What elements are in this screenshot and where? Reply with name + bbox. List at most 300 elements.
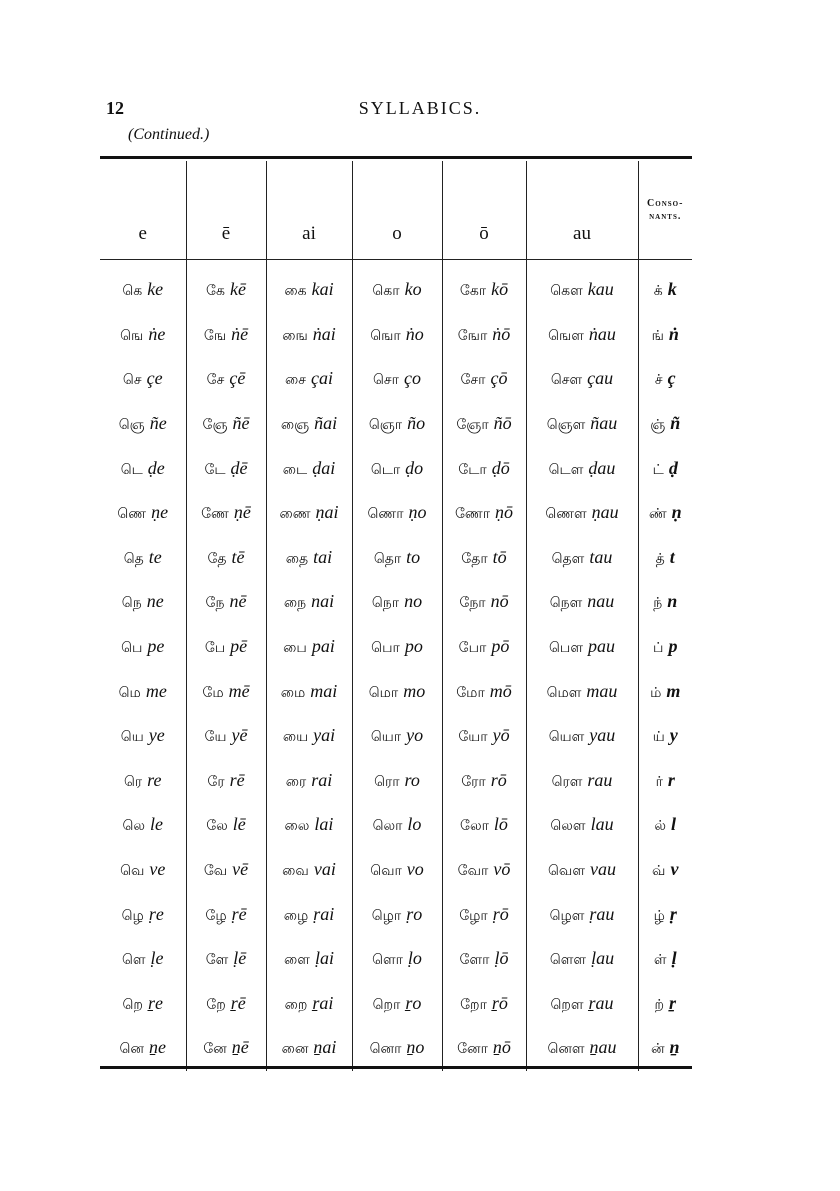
transliteration: pe	[147, 636, 165, 657]
tamil-glyph: ரை	[285, 773, 307, 790]
consonant-cell	[638, 669, 692, 714]
transliteration: r	[667, 769, 675, 790]
transliteration: ḍō	[491, 457, 510, 478]
syllable-cell	[442, 848, 526, 893]
transliteration: ṛai	[313, 903, 335, 924]
syllable-cell	[352, 357, 442, 402]
transliteration: pai	[311, 636, 335, 657]
tamil-glyph: ற்	[654, 996, 664, 1013]
tamil-glyph: நை	[283, 595, 307, 612]
syllable-cell	[352, 937, 442, 982]
tamil-glyph: சொ	[373, 372, 399, 389]
transliteration: p	[668, 636, 678, 657]
tamil-glyph: ஞொ	[368, 417, 403, 434]
transliteration: ḍe	[147, 457, 165, 478]
tamil-glyph: டோ	[458, 461, 487, 478]
syllable-cell	[186, 580, 266, 625]
tamil-glyph: யை	[282, 729, 309, 746]
tamil-glyph: றை	[284, 996, 308, 1013]
transliteration: vai	[313, 859, 336, 880]
consonant-cell	[638, 759, 692, 804]
transliteration: ṅō	[492, 323, 511, 344]
table-row	[100, 892, 692, 937]
syllable-cell	[352, 313, 442, 358]
consonant-cell	[638, 260, 692, 313]
tamil-glyph: ன்	[650, 1041, 665, 1058]
table-row	[100, 313, 692, 358]
transliteration: ṉo	[406, 1037, 425, 1058]
continued-note: (Continued.)	[128, 126, 210, 143]
tamil-glyph: தெ	[123, 550, 144, 567]
tamil-glyph: ணோ	[454, 506, 491, 523]
tamil-glyph: னெ	[119, 1041, 144, 1058]
table-row	[100, 402, 692, 447]
syllable-cell	[186, 625, 266, 670]
transliteration: ḍai	[312, 457, 336, 478]
syllable-cell	[526, 491, 638, 536]
tamil-glyph: னொ	[369, 1041, 402, 1058]
tamil-glyph: னை	[281, 1041, 309, 1058]
tamil-glyph: கொ	[372, 283, 400, 300]
transliteration: ṇō	[495, 502, 514, 523]
transliteration: ṉē	[231, 1037, 249, 1058]
transliteration: ñau	[590, 413, 618, 434]
syllable-cell	[526, 536, 638, 581]
tamil-glyph: வ்	[652, 863, 666, 880]
syllable-cell	[266, 982, 352, 1027]
syllable-cell	[352, 402, 442, 447]
table-row	[100, 759, 692, 804]
transliteration: mē	[228, 680, 250, 701]
tamil-glyph: ழௌ	[549, 907, 585, 924]
syllable-cell	[186, 491, 266, 536]
consonant-cell	[638, 937, 692, 982]
transliteration: y	[669, 725, 678, 746]
tamil-glyph: தௌ	[551, 550, 585, 567]
transliteration: to	[406, 546, 421, 567]
transliteration: ne	[146, 591, 164, 612]
syllabics-table	[100, 161, 692, 1071]
syllable-cell	[100, 982, 186, 1027]
column-header-e: e	[100, 161, 186, 260]
transliteration: ṅau	[588, 323, 616, 344]
transliteration: ḍau	[588, 457, 616, 478]
syllable-cell	[526, 848, 638, 893]
transliteration: ṇo	[408, 502, 427, 523]
transliteration: vō	[493, 859, 511, 880]
transliteration: po	[404, 636, 423, 657]
tamil-glyph: ந்	[653, 595, 663, 612]
table-row	[100, 536, 692, 581]
transliteration: mau	[586, 680, 618, 701]
tamil-glyph: வோ	[457, 863, 489, 880]
tamil-glyph: நெ	[121, 595, 142, 612]
transliteration: nai	[311, 591, 335, 612]
tamil-glyph: ளொ	[372, 952, 403, 969]
transliteration: ṅe	[148, 323, 166, 344]
tamil-glyph: றே	[206, 996, 226, 1013]
transliteration: nau	[587, 591, 615, 612]
syllable-cell	[352, 580, 442, 625]
transliteration: ṛō	[492, 903, 509, 924]
transliteration: ṛē	[231, 903, 247, 924]
transliteration: yo	[406, 725, 424, 746]
syllable-cell	[186, 892, 266, 937]
tamil-glyph: ழே	[205, 907, 227, 924]
syllable-cell	[352, 982, 442, 1027]
transliteration: n	[667, 591, 678, 612]
syllable-cell	[442, 446, 526, 491]
tamil-glyph: ணௌ	[545, 506, 587, 523]
transliteration: kō	[491, 279, 509, 300]
syllable-cell	[526, 446, 638, 491]
syllable-cell	[442, 803, 526, 848]
transliteration: mo	[403, 680, 426, 701]
tamil-glyph: ஞ்	[650, 417, 666, 434]
syllable-cell	[352, 260, 442, 313]
syllable-cell	[100, 669, 186, 714]
transliteration: çō	[490, 368, 508, 389]
transliteration: ṇē	[233, 502, 251, 523]
consonant-cell	[638, 313, 692, 358]
tamil-glyph: கெ	[122, 283, 143, 300]
syllable-cell	[442, 580, 526, 625]
tamil-glyph: யௌ	[548, 729, 585, 746]
transliteration: çē	[229, 368, 246, 389]
tamil-glyph: லெ	[122, 818, 146, 835]
tamil-glyph: சை	[285, 372, 306, 389]
tamil-glyph: வே	[203, 863, 228, 880]
syllable-cell	[186, 357, 266, 402]
column-header-o-long: ō	[442, 161, 526, 260]
syllable-cell	[526, 982, 638, 1027]
transliteration: kai	[311, 279, 334, 300]
syllable-cell	[442, 536, 526, 581]
tamil-glyph: ம்	[650, 684, 662, 701]
syllable-cell	[352, 848, 442, 893]
tamil-glyph: கோ	[459, 283, 487, 300]
transliteration: tō	[492, 546, 507, 567]
syllable-cell	[266, 714, 352, 759]
syllable-cell	[100, 892, 186, 937]
tamil-glyph: ங்	[651, 327, 664, 344]
syllable-cell	[266, 892, 352, 937]
tamil-glyph: வௌ	[548, 863, 585, 880]
syllable-cell	[352, 714, 442, 759]
transliteration: ṛo	[406, 903, 423, 924]
tamil-glyph: டொ	[370, 461, 401, 478]
tamil-glyph: னே	[203, 1041, 227, 1058]
transliteration: lai	[314, 814, 334, 835]
transliteration: lē	[232, 814, 246, 835]
table-row	[100, 357, 692, 402]
transliteration: ṛe	[148, 903, 164, 924]
consonant-cell	[638, 848, 692, 893]
tamil-glyph: தொ	[373, 550, 402, 567]
table-body	[100, 260, 692, 1071]
consonant-cell	[638, 446, 692, 491]
syllable-cell	[442, 625, 526, 670]
transliteration: ḷai	[314, 948, 334, 969]
syllable-cell	[186, 759, 266, 804]
transliteration: ḷo	[407, 948, 422, 969]
tamil-glyph: றோ	[460, 996, 487, 1013]
syllable-cell	[186, 313, 266, 358]
transliteration: ñe	[149, 413, 167, 434]
syllable-cell	[442, 260, 526, 313]
syllable-cell	[526, 759, 638, 804]
tamil-glyph: ஙே	[203, 327, 227, 344]
transliteration: ṅai	[312, 323, 336, 344]
consonant-cell	[638, 714, 692, 759]
syllable-cell	[100, 402, 186, 447]
tamil-glyph: மை	[280, 684, 306, 701]
table-row	[100, 491, 692, 536]
syllable-cell	[442, 1026, 526, 1071]
transliteration: ṉai	[313, 1037, 337, 1058]
tamil-glyph: றெ	[122, 996, 143, 1013]
syllable-cell	[186, 1026, 266, 1071]
syllable-cell	[442, 669, 526, 714]
transliteration: ke	[147, 279, 164, 300]
consonant-cell	[638, 357, 692, 402]
tamil-glyph: யோ	[458, 729, 488, 746]
page-title: SYLLABICS.	[358, 98, 482, 118]
transliteration: yai	[313, 725, 336, 746]
syllable-cell	[526, 313, 638, 358]
syllable-cell	[186, 446, 266, 491]
tamil-glyph: ச்	[654, 372, 663, 389]
table-row	[100, 803, 692, 848]
tamil-glyph: டௌ	[548, 461, 584, 478]
table-row	[100, 937, 692, 982]
syllable-cell	[442, 892, 526, 937]
transliteration: ço	[403, 368, 421, 389]
syllable-cell	[352, 669, 442, 714]
tamil-glyph: நொ	[371, 595, 400, 612]
syllable-cell	[266, 580, 352, 625]
tamil-glyph: ப்	[653, 640, 664, 657]
tamil-glyph: ய்	[652, 729, 665, 746]
transliteration: ñai	[314, 413, 338, 434]
syllable-cell	[442, 759, 526, 804]
tamil-glyph: டை	[282, 461, 308, 478]
transliteration: le	[150, 814, 164, 835]
transliteration: t	[669, 546, 675, 567]
transliteration: çe	[146, 368, 163, 389]
transliteration: re	[147, 769, 162, 790]
transliteration: çau	[587, 368, 614, 389]
column-header-e-long: ē	[186, 161, 266, 260]
transliteration: ṇai	[315, 502, 339, 523]
tamil-glyph: வை	[282, 863, 309, 880]
tamil-glyph: மோ	[456, 684, 485, 701]
table-row	[100, 625, 692, 670]
transliteration: ñō	[493, 413, 512, 434]
syllable-cell	[100, 491, 186, 536]
syllable-cell	[526, 1026, 638, 1071]
transliteration: pau	[587, 636, 615, 657]
syllable-cell	[266, 313, 352, 358]
tamil-glyph: சே	[206, 372, 225, 389]
syllable-cell	[442, 357, 526, 402]
tamil-glyph: கௌ	[550, 283, 583, 300]
tamil-glyph: ரே	[207, 773, 225, 790]
transliteration: tai	[313, 546, 333, 567]
transliteration: rō	[490, 769, 507, 790]
syllable-cell	[352, 1026, 442, 1071]
transliteration: vo	[406, 859, 424, 880]
syllable-cell	[186, 260, 266, 313]
tamil-glyph: சௌ	[550, 372, 583, 389]
tamil-glyph: னௌ	[547, 1041, 585, 1058]
syllable-cell	[442, 402, 526, 447]
tamil-glyph: ளோ	[459, 952, 490, 969]
tamil-glyph: ரோ	[461, 773, 486, 790]
column-header-o: o	[352, 161, 442, 260]
column-header-ai: ai	[266, 161, 352, 260]
transliteration: tē	[231, 546, 245, 567]
tamil-glyph: ளை	[284, 952, 310, 969]
syllable-cell	[352, 625, 442, 670]
consonant-cell	[638, 580, 692, 625]
page-number: 12	[106, 98, 124, 118]
syllable-cell	[266, 625, 352, 670]
syllable-cell	[100, 536, 186, 581]
consonant-cell	[638, 402, 692, 447]
tamil-glyph: யே	[204, 729, 227, 746]
transliteration: k	[667, 279, 677, 300]
transliteration: me	[145, 680, 167, 701]
syllable-cell	[186, 536, 266, 581]
table-row	[100, 580, 692, 625]
syllable-cell	[352, 803, 442, 848]
transliteration: vē	[232, 859, 249, 880]
transliteration: pō	[491, 636, 510, 657]
syllable-cell	[266, 1026, 352, 1071]
tamil-glyph: ளே	[205, 952, 229, 969]
tamil-glyph: டெ	[120, 461, 143, 478]
tamil-glyph: லை	[284, 818, 310, 835]
tamil-glyph: நௌ	[549, 595, 583, 612]
tamil-glyph: யொ	[370, 729, 402, 746]
table-row	[100, 260, 692, 313]
transliteration: ḷē	[233, 948, 247, 969]
transliteration: rai	[311, 769, 333, 790]
syllable-cell	[266, 536, 352, 581]
syllable-cell	[266, 260, 352, 313]
tamil-glyph: ணொ	[367, 506, 404, 523]
transliteration: nē	[229, 591, 247, 612]
transliteration: ṛ	[669, 903, 677, 924]
transliteration: mō	[489, 680, 512, 701]
tamil-glyph: ஞெ	[118, 417, 145, 434]
syllable-cell	[100, 625, 186, 670]
tamil-glyph: க்	[653, 283, 663, 300]
transliteration: lō	[493, 814, 508, 835]
syllable-cell	[526, 714, 638, 759]
tamil-glyph: ழ்	[653, 907, 665, 924]
syllable-cell	[100, 313, 186, 358]
syllable-cell	[266, 937, 352, 982]
transliteration: ḷō	[494, 948, 509, 969]
transliteration: ṟ	[669, 992, 677, 1013]
syllable-cell	[266, 491, 352, 536]
syllable-cell	[266, 402, 352, 447]
transliteration: vau	[589, 859, 616, 880]
tamil-glyph: லௌ	[550, 818, 586, 835]
consonant-cell	[638, 625, 692, 670]
transliteration: ṛau	[589, 903, 615, 924]
transliteration: lau	[590, 814, 614, 835]
tamil-glyph: கே	[206, 283, 225, 300]
syllable-cell	[526, 260, 638, 313]
syllable-cell	[442, 982, 526, 1027]
syllable-cell	[266, 446, 352, 491]
tamil-glyph: லொ	[372, 818, 403, 835]
syllable-cell	[186, 982, 266, 1027]
tamil-glyph: சோ	[460, 372, 486, 389]
bottom-rule	[100, 1066, 692, 1069]
syllable-cell	[100, 803, 186, 848]
transliteration: ṟe	[147, 992, 163, 1013]
syllable-cell	[186, 937, 266, 982]
top-rule	[100, 156, 692, 159]
syllable-cell	[442, 714, 526, 759]
syllable-cell	[100, 357, 186, 402]
syllable-cell	[266, 357, 352, 402]
tamil-glyph: பௌ	[549, 640, 583, 657]
transliteration: v	[670, 859, 679, 880]
consonant-cell	[638, 491, 692, 536]
consonant-cell	[638, 892, 692, 937]
tamil-glyph: வொ	[370, 863, 402, 880]
tamil-glyph: ணெ	[117, 506, 147, 523]
transliteration: ye	[148, 725, 165, 746]
tamil-glyph: லே	[206, 818, 228, 835]
syllable-cell	[352, 446, 442, 491]
table-row	[100, 714, 692, 759]
tamil-glyph: ழெ	[121, 907, 144, 924]
transliteration: lo	[407, 814, 422, 835]
syllable-cell	[186, 803, 266, 848]
syllable-cell	[100, 446, 186, 491]
tamil-glyph: கை	[284, 283, 307, 300]
syllable-cell	[100, 1026, 186, 1071]
syllable-cell	[352, 759, 442, 804]
tamil-glyph: றொ	[372, 996, 401, 1013]
tamil-glyph: ண்	[648, 506, 667, 523]
transliteration: ṉō	[492, 1037, 511, 1058]
tamil-glyph: தோ	[461, 550, 488, 567]
transliteration: ṅo	[405, 323, 424, 344]
syllable-cell	[100, 260, 186, 313]
transliteration: no	[404, 591, 423, 612]
tamil-glyph: ர்	[655, 773, 663, 790]
tamil-glyph: ழை	[283, 907, 309, 924]
transliteration: ḍ	[668, 457, 678, 478]
tamil-glyph: பொ	[371, 640, 400, 657]
table-row	[100, 1026, 692, 1071]
transliteration: ṟē	[230, 992, 246, 1013]
syllable-cell	[442, 937, 526, 982]
tamil-glyph: செ	[122, 372, 142, 389]
tamil-glyph: ல்	[654, 818, 667, 835]
consonant-cell	[638, 536, 692, 581]
transliteration: ḷ	[671, 948, 677, 969]
tamil-glyph: நே	[205, 595, 225, 612]
tamil-glyph: லோ	[460, 818, 489, 835]
